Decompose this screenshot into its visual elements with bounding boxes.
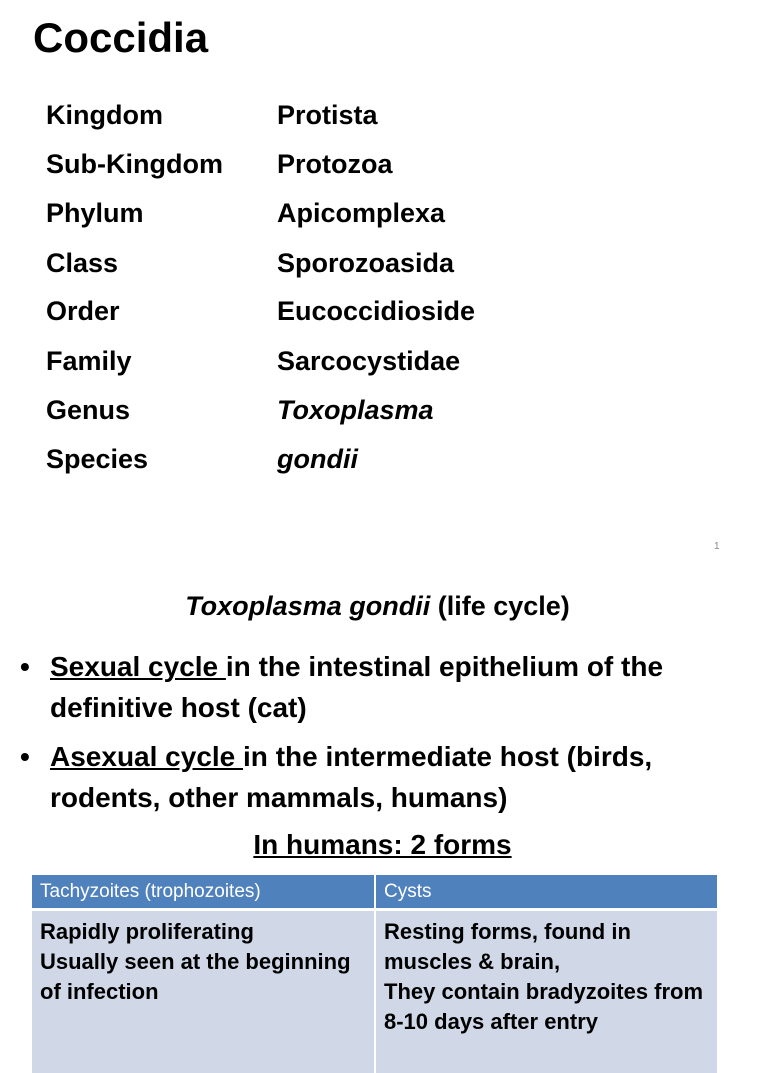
bullet-asexual-cycle xyxy=(20,736,720,818)
column-header: Tachyzoites (trophozoites) xyxy=(32,875,375,910)
taxonomy-value: Apicomplexa xyxy=(277,196,445,230)
taxonomy-rank: Phylum xyxy=(46,196,277,230)
bullet-keyword: Sexual cycle xyxy=(50,651,226,682)
cell-line: Resting forms, found in muscles & brain, xyxy=(384,917,709,977)
taxonomy-value: Protozoa xyxy=(277,147,393,181)
bullet-icon: • xyxy=(20,646,30,687)
table-cell-tachyzoites xyxy=(32,910,375,1073)
slide-title xyxy=(0,588,755,624)
taxonomy-row-family xyxy=(46,344,460,378)
taxonomy-rank: Genus xyxy=(46,393,277,427)
taxonomy-row-subkingdom xyxy=(46,147,393,181)
taxonomy-row-genus xyxy=(46,393,434,427)
taxonomy-value: Protista xyxy=(277,98,378,132)
slide-title: Coccidia xyxy=(33,10,208,66)
cell-line: Rapidly proliferating xyxy=(40,917,366,947)
taxonomy-rank: Kingdom xyxy=(46,98,277,132)
slide-life-cycle xyxy=(0,575,768,1024)
bullet-sexual-cycle xyxy=(20,646,720,728)
cell-line: They contain bradyzoites from 8-10 days after entry xyxy=(384,977,709,1037)
bullet-text: in the intestinal epithelium of the definitive host (cat) xyxy=(50,651,663,723)
taxonomy-row-species xyxy=(46,442,358,476)
column-header: Cysts xyxy=(375,875,717,910)
title-suffix: (life cycle) xyxy=(438,591,570,621)
table-cell-cysts xyxy=(375,910,717,1073)
taxonomy-row-kingdom xyxy=(46,98,378,132)
bullet-icon: • xyxy=(20,736,30,777)
taxonomy-value: gondii xyxy=(277,442,358,476)
cell-line: Usually seen at the beginning of infection xyxy=(40,947,366,1007)
taxonomy-rank: Family xyxy=(46,344,277,378)
taxonomy-value: Sarcocystidae xyxy=(277,344,460,378)
taxonomy-value: Toxoplasma xyxy=(277,393,434,427)
taxonomy-rank: Sub-Kingdom xyxy=(46,147,277,181)
table-header-row xyxy=(32,875,717,910)
taxonomy-value: Sporozoasida xyxy=(277,246,454,280)
taxonomy-row-class xyxy=(46,246,454,280)
taxonomy-rank: Species xyxy=(46,442,277,476)
taxonomy-row-order xyxy=(46,294,475,328)
table-row xyxy=(32,910,717,1073)
forms-table xyxy=(32,875,717,1073)
taxonomy-value: Eucoccidioside xyxy=(277,294,475,328)
page-number: 1 xyxy=(714,541,720,552)
taxonomy-row-phylum xyxy=(46,196,445,230)
subheading: In humans: 2 forms xyxy=(0,825,765,865)
title-species-name: Toxoplasma gondii xyxy=(185,591,430,621)
taxonomy-rank: Order xyxy=(46,294,277,328)
taxonomy-rank: Class xyxy=(46,246,277,280)
bullet-keyword: Asexual cycle xyxy=(50,741,243,772)
bullet-text: in the intermediate host (birds, rodents, other mammals, humans) xyxy=(50,741,652,813)
